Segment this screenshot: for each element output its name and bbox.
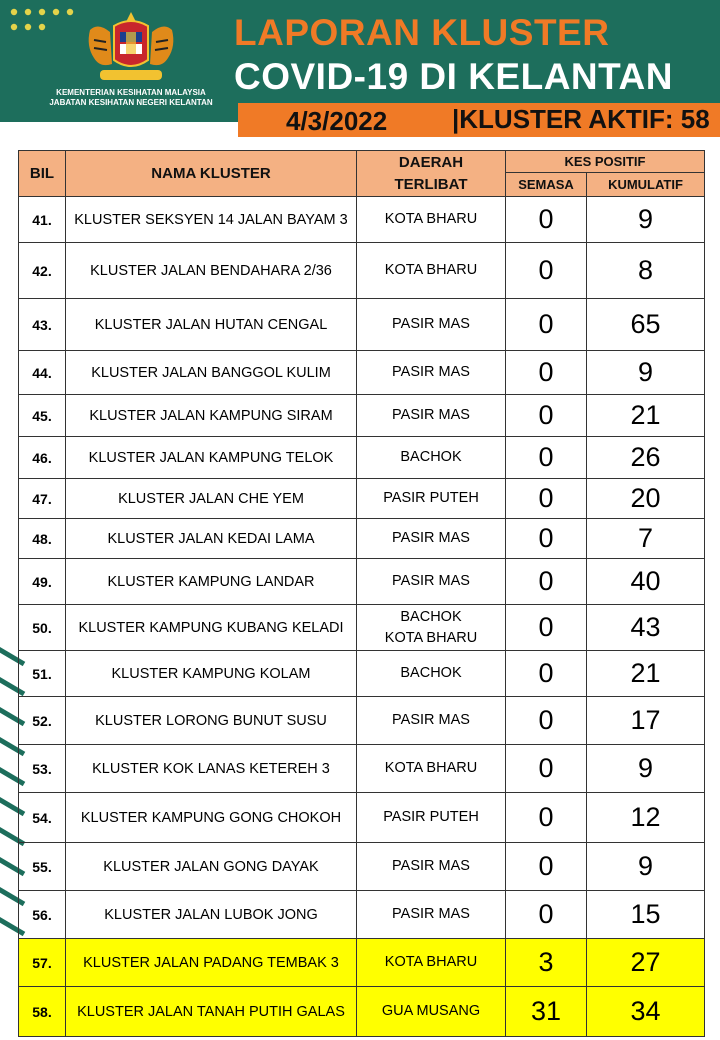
current-cases: 0	[506, 605, 587, 651]
cumulative-cases: 9	[587, 843, 705, 891]
current-cases: 0	[506, 891, 587, 939]
table-row	[19, 559, 705, 605]
district-name-2: KOTA BHARU	[384, 629, 478, 646]
table-row	[19, 605, 705, 651]
header-kumulatif: KUMULATIF	[587, 173, 705, 197]
district-name: PASIR MAS	[392, 316, 470, 332]
row-number: 58.	[19, 987, 66, 1037]
cumulative-cases: 21	[587, 395, 705, 437]
district-cell	[357, 697, 506, 745]
cluster-name: KLUSTER KAMPUNG LANDAR	[66, 559, 357, 605]
current-cases: 0	[506, 651, 587, 697]
district-name: KOTA BHARU	[384, 211, 478, 227]
district-cell	[357, 299, 506, 351]
coat-of-arms-icon	[76, 10, 186, 88]
current-cases: 0	[506, 437, 587, 479]
district-cell	[357, 437, 506, 479]
current-cases: 0	[506, 745, 587, 793]
district-name: PASIR MAS	[392, 712, 470, 728]
district-cell	[357, 605, 506, 651]
district-cell	[357, 197, 506, 243]
district-name: KOTA BHARU	[384, 760, 478, 776]
cluster-name: KLUSTER JALAN KEDAI LAMA	[66, 519, 357, 559]
cumulative-cases: 21	[587, 651, 705, 697]
title-line-1: LAPORAN KLUSTER	[234, 12, 610, 53]
cluster-name: KLUSTER KOK LANAS KETEREH 3	[66, 745, 357, 793]
cluster-name: KLUSTER JALAN BANGGOL KULIM	[66, 351, 357, 395]
table-row	[19, 243, 705, 299]
cumulative-cases: 9	[587, 745, 705, 793]
district-cell	[357, 939, 506, 987]
cluster-name: KLUSTER JALAN GONG DAYAK	[66, 843, 357, 891]
cluster-name: KLUSTER KAMPUNG GONG CHOKOH	[66, 793, 357, 843]
row-number: 56.	[19, 891, 66, 939]
current-cases: 0	[506, 299, 587, 351]
district-cell	[357, 243, 506, 299]
active-cluster-count: |KLUSTER AKTIF: 58	[452, 104, 710, 134]
cluster-name: KLUSTER JALAN KAMPUNG TELOK	[66, 437, 357, 479]
cumulative-cases: 26	[587, 437, 705, 479]
cluster-name: KLUSTER KAMPUNG KOLAM	[66, 651, 357, 697]
table-row	[19, 697, 705, 745]
table-row	[19, 299, 705, 351]
current-cases: 0	[506, 243, 587, 299]
table-row	[19, 351, 705, 395]
row-number: 54.	[19, 793, 66, 843]
cumulative-cases: 17	[587, 697, 705, 745]
current-cases: 0	[506, 697, 587, 745]
district-cell	[357, 843, 506, 891]
district-name: KOTA BHARU	[384, 954, 478, 970]
district-name: PASIR MAS	[392, 858, 470, 874]
district-cell	[357, 519, 506, 559]
district-name: GUA MUSANG	[381, 1003, 481, 1019]
district-name: BACHOK	[400, 665, 462, 681]
cumulative-cases: 40	[587, 559, 705, 605]
cluster-name: KLUSTER LORONG BUNUT SUSU	[66, 697, 357, 745]
row-number: 41.	[19, 197, 66, 243]
row-number: 53.	[19, 745, 66, 793]
district-cell	[357, 651, 506, 697]
cumulative-cases: 43	[587, 605, 705, 651]
cumulative-cases: 65	[587, 299, 705, 351]
header-daerah-terlibat	[357, 151, 506, 197]
cumulative-cases: 34	[587, 987, 705, 1037]
current-cases: 0	[506, 395, 587, 437]
cluster-name: KLUSTER JALAN PADANG TEMBAK 3	[66, 939, 357, 987]
row-number: 52.	[19, 697, 66, 745]
table-row	[19, 479, 705, 519]
row-number: 47.	[19, 479, 66, 519]
header-bil: BIL	[19, 151, 66, 197]
district-name: BACHOK	[400, 449, 462, 465]
header-semasa: SEMASA	[506, 173, 587, 197]
cluster-name: KLUSTER JALAN KAMPUNG SIRAM	[66, 395, 357, 437]
header-kes-positif: KES POSITIF	[506, 151, 705, 173]
district-name: PASIR MAS	[392, 573, 470, 589]
cluster-name: KLUSTER JALAN HUTAN CENGAL	[66, 299, 357, 351]
current-cases: 0	[506, 793, 587, 843]
table-row	[19, 519, 705, 559]
header-daerah-line-2: TERLIBAT	[394, 175, 468, 193]
district-cell	[357, 395, 506, 437]
organization-name	[36, 88, 226, 108]
row-number: 46.	[19, 437, 66, 479]
row-number: 42.	[19, 243, 66, 299]
current-cases: 0	[506, 843, 587, 891]
cluster-name: KLUSTER JALAN TANAH PUTIH GALAS	[66, 987, 357, 1037]
header-daerah-line-1: DAERAH	[398, 153, 464, 171]
table-row	[19, 395, 705, 437]
cluster-name: KLUSTER SEKSYEN 14 JALAN BAYAM 3	[66, 197, 357, 243]
row-number: 49.	[19, 559, 66, 605]
cumulative-cases: 8	[587, 243, 705, 299]
table-row	[19, 891, 705, 939]
district-cell	[357, 745, 506, 793]
district-cell	[357, 793, 506, 843]
table-row	[19, 987, 705, 1037]
table-body	[19, 197, 705, 1037]
district-name: PASIR PUTEH	[383, 809, 479, 825]
title-line-2: COVID-19 DI KELANTAN	[234, 56, 673, 97]
current-cases: 0	[506, 519, 587, 559]
current-cases: 0	[506, 351, 587, 395]
district-cell	[357, 351, 506, 395]
org-line-1: KEMENTERIAN KESIHATAN MALAYSIA	[56, 88, 206, 97]
cumulative-cases: 20	[587, 479, 705, 519]
row-number: 57.	[19, 939, 66, 987]
current-cases: 3	[506, 939, 587, 987]
header-nama-kluster: NAMA KLUSTER	[66, 151, 357, 197]
row-number: 45.	[19, 395, 66, 437]
cluster-table	[18, 150, 705, 1037]
org-line-2: JABATAN KESIHATAN NEGERI KELANTAN	[49, 98, 213, 107]
current-cases: 0	[506, 559, 587, 605]
district-cell	[357, 987, 506, 1037]
district-name: BACHOK	[400, 608, 462, 625]
row-number: 44.	[19, 351, 66, 395]
district-cell	[357, 891, 506, 939]
table-row	[19, 793, 705, 843]
table-row	[19, 843, 705, 891]
row-number: 43.	[19, 299, 66, 351]
table-row	[19, 437, 705, 479]
district-name: PASIR PUTEH	[383, 490, 479, 506]
cluster-name: KLUSTER JALAN LUBOK JONG	[66, 891, 357, 939]
cumulative-cases: 27	[587, 939, 705, 987]
row-number: 50.	[19, 605, 66, 651]
cumulative-cases: 7	[587, 519, 705, 559]
district-name: PASIR MAS	[392, 364, 470, 380]
district-cell	[357, 479, 506, 519]
decorative-dots-icon	[0, 0, 80, 40]
district-name: PASIR MAS	[392, 530, 470, 546]
cumulative-cases: 12	[587, 793, 705, 843]
table-row	[19, 939, 705, 987]
row-number: 48.	[19, 519, 66, 559]
district-cell	[357, 559, 506, 605]
report-date: 4/3/2022	[286, 106, 388, 136]
cluster-name: KLUSTER KAMPUNG KUBANG KELADI	[66, 605, 357, 651]
table-row	[19, 745, 705, 793]
current-cases: 0	[506, 479, 587, 519]
district-name: PASIR MAS	[392, 407, 470, 423]
row-number: 51.	[19, 651, 66, 697]
current-cases: 0	[506, 197, 587, 243]
cumulative-cases: 9	[587, 351, 705, 395]
cumulative-cases: 9	[587, 197, 705, 243]
table-row	[19, 197, 705, 243]
cluster-name: KLUSTER JALAN BENDAHARA 2/36	[66, 243, 357, 299]
cumulative-cases: 15	[587, 891, 705, 939]
table-row	[19, 651, 705, 697]
district-name: PASIR MAS	[392, 906, 470, 922]
district-name: KOTA BHARU	[384, 262, 478, 278]
row-number: 55.	[19, 843, 66, 891]
cluster-name: KLUSTER JALAN CHE YEM	[66, 479, 357, 519]
current-cases: 31	[506, 987, 587, 1037]
